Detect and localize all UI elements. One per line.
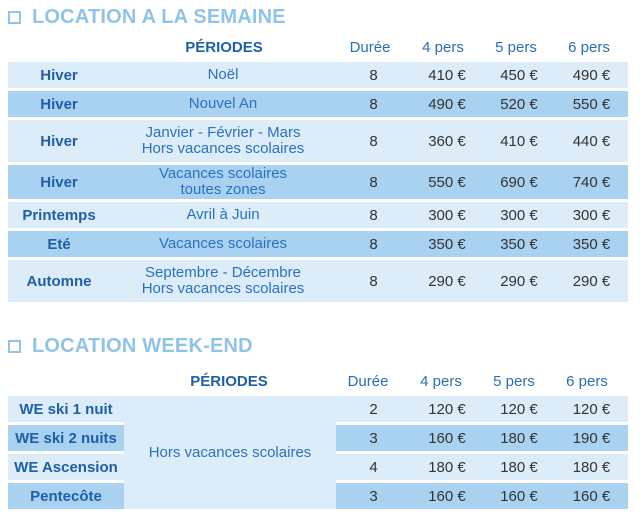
price-6pers-cell: 180 € bbox=[555, 454, 628, 483]
duree-cell: 8 bbox=[336, 231, 411, 260]
period-cell bbox=[110, 165, 336, 202]
header-5pers: 5 pers bbox=[493, 372, 535, 390]
section-title-text: LOCATION WEEK-END bbox=[32, 334, 253, 357]
table-row bbox=[8, 260, 628, 305]
price-4pers-cell: 120 € bbox=[411, 396, 483, 425]
table-header-weekend bbox=[0, 369, 643, 393]
checkbox-icon bbox=[8, 340, 21, 353]
price-5pers-cell: 350 € bbox=[483, 231, 555, 260]
price-4pers-cell: 550 € bbox=[411, 165, 483, 202]
table-row bbox=[8, 91, 628, 120]
header-4pers: 4 pers bbox=[420, 372, 462, 390]
table-weekend bbox=[8, 396, 628, 512]
period-line: Hors vacances scolaires bbox=[141, 140, 305, 157]
season-cell: Hiver bbox=[8, 165, 110, 202]
table-row bbox=[8, 165, 628, 202]
season-cell: Hiver bbox=[8, 120, 110, 165]
period-cell-merged: Hors vacances scolaires bbox=[124, 396, 336, 512]
header-5pers: 5 pers bbox=[495, 38, 537, 56]
period-cell bbox=[110, 231, 336, 260]
period-line: Nouvel An bbox=[188, 95, 258, 112]
section-title-weekend bbox=[8, 333, 253, 359]
price-4pers-cell: 410 € bbox=[411, 62, 483, 91]
price-6pers-cell: 120 € bbox=[555, 396, 628, 425]
price-6pers-cell: 190 € bbox=[555, 425, 628, 454]
price-5pers-cell: 300 € bbox=[483, 202, 555, 231]
header-periodes: PÉRIODES bbox=[185, 38, 263, 56]
price-6pers-cell: 290 € bbox=[555, 260, 628, 305]
price-4pers-cell: 160 € bbox=[411, 483, 483, 512]
season-cell: Printemps bbox=[8, 202, 110, 231]
table-row bbox=[8, 396, 628, 425]
period-line: Vacances scolaires bbox=[158, 165, 288, 182]
duree-cell: 8 bbox=[336, 91, 411, 120]
price-6pers-cell: 350 € bbox=[555, 231, 628, 260]
duree-cell: 3 bbox=[336, 483, 411, 512]
price-5pers-cell: 120 € bbox=[483, 396, 555, 425]
period-line: Septembre - Décembre bbox=[145, 264, 301, 281]
header-6pers: 6 pers bbox=[568, 38, 610, 56]
price-4pers-cell: 490 € bbox=[411, 91, 483, 120]
period-line: Noël bbox=[207, 66, 239, 83]
price-4pers-cell: 300 € bbox=[411, 202, 483, 231]
period-cell bbox=[110, 260, 336, 305]
duree-cell: 3 bbox=[336, 425, 411, 454]
period-cell bbox=[110, 120, 336, 165]
price-4pers-cell: 350 € bbox=[411, 231, 483, 260]
price-5pers-cell: 520 € bbox=[483, 91, 555, 120]
price-5pers-cell: 160 € bbox=[483, 483, 555, 512]
season-cell: Pentecôte bbox=[8, 483, 124, 512]
table-row bbox=[8, 231, 628, 260]
price-6pers-cell: 490 € bbox=[555, 62, 628, 91]
table-semaine bbox=[8, 62, 628, 305]
period-line: Vacances scolaires bbox=[158, 235, 288, 252]
duree-cell: 8 bbox=[336, 62, 411, 91]
price-4pers-cell: 180 € bbox=[411, 454, 483, 483]
table-row bbox=[8, 120, 628, 165]
period-cell bbox=[110, 62, 336, 91]
header-6pers: 6 pers bbox=[566, 372, 608, 390]
checkbox-icon bbox=[8, 11, 21, 24]
price-4pers-cell: 160 € bbox=[411, 425, 483, 454]
season-cell: Hiver bbox=[8, 62, 110, 91]
period-line: toutes zones bbox=[180, 181, 266, 198]
season-cell: Automne bbox=[8, 260, 110, 305]
section-title-semaine bbox=[8, 4, 286, 30]
season-cell: Hiver bbox=[8, 91, 110, 120]
season-cell: WE ski 2 nuits bbox=[8, 425, 124, 454]
price-6pers-cell: 740 € bbox=[555, 165, 628, 202]
price-5pers-cell: 180 € bbox=[483, 454, 555, 483]
price-5pers-cell: 180 € bbox=[483, 425, 555, 454]
price-6pers-cell: 300 € bbox=[555, 202, 628, 231]
period-cell bbox=[110, 202, 336, 231]
season-cell: WE Ascension bbox=[8, 454, 124, 483]
price-4pers-cell: 360 € bbox=[411, 120, 483, 165]
table-header-semaine bbox=[0, 35, 643, 59]
header-periodes: PÉRIODES bbox=[190, 372, 268, 390]
duree-cell: 8 bbox=[336, 260, 411, 305]
duree-cell: 8 bbox=[336, 120, 411, 165]
price-5pers-cell: 450 € bbox=[483, 62, 555, 91]
price-6pers-cell: 550 € bbox=[555, 91, 628, 120]
section-title-text: LOCATION A LA SEMAINE bbox=[32, 5, 286, 28]
price-5pers-cell: 690 € bbox=[483, 165, 555, 202]
price-5pers-cell: 290 € bbox=[483, 260, 555, 305]
season-cell: WE ski 1 nuit bbox=[8, 396, 124, 425]
period-line: Hors vacances scolaires bbox=[141, 280, 305, 297]
duree-cell: 8 bbox=[336, 202, 411, 231]
period-line: Avril à Juin bbox=[186, 206, 260, 223]
price-6pers-cell: 160 € bbox=[555, 483, 628, 512]
header-duree: Durée bbox=[349, 38, 391, 56]
price-5pers-cell: 410 € bbox=[483, 120, 555, 165]
duree-cell: 8 bbox=[336, 165, 411, 202]
header-duree: Durée bbox=[347, 372, 389, 390]
table-row bbox=[8, 62, 628, 91]
duree-cell: 2 bbox=[336, 396, 411, 425]
price-4pers-cell: 290 € bbox=[411, 260, 483, 305]
table-row bbox=[8, 202, 628, 231]
season-cell: Eté bbox=[8, 231, 110, 260]
price-6pers-cell: 440 € bbox=[555, 120, 628, 165]
period-line: Janvier - Février - Mars bbox=[145, 124, 301, 141]
header-4pers: 4 pers bbox=[422, 38, 464, 56]
duree-cell: 4 bbox=[336, 454, 411, 483]
period-cell bbox=[110, 91, 336, 120]
